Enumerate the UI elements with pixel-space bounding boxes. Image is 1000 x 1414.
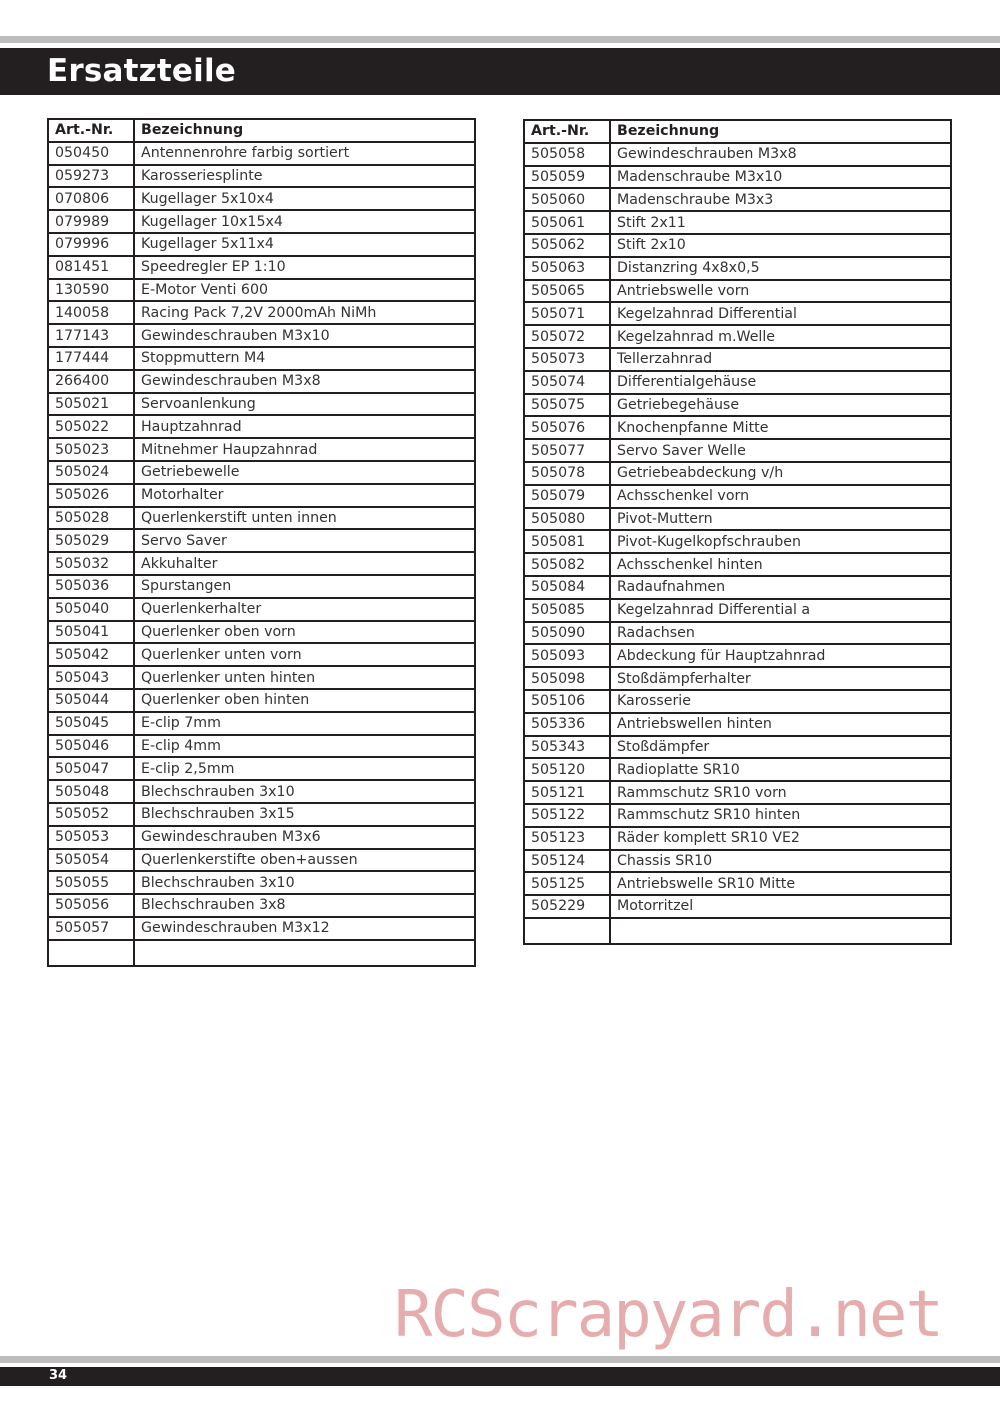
table-row — [524, 371, 951, 394]
art-nr-cell: 505229 — [524, 895, 610, 918]
table-row — [524, 667, 951, 690]
table-row — [524, 713, 951, 736]
bezeichnung-cell: Querlenkerhalter — [134, 598, 475, 621]
table-row — [524, 462, 951, 485]
table-row — [48, 780, 475, 803]
art-nr-cell: 130590 — [48, 279, 134, 302]
bezeichnung-cell: Motorritzel — [610, 895, 951, 918]
table-row — [48, 279, 475, 302]
bezeichnung-cell: Tellerzahnrad — [610, 348, 951, 371]
table-row — [524, 553, 951, 576]
art-nr-cell: 505081 — [524, 530, 610, 553]
art-nr-cell: 140058 — [48, 301, 134, 324]
bezeichnung-cell: Distanzring 4x8x0,5 — [610, 257, 951, 280]
art-nr-cell: 505032 — [48, 552, 134, 575]
art-nr-cell: 505120 — [524, 758, 610, 781]
bezeichnung-cell: Querlenker unten hinten — [134, 666, 475, 689]
table-row — [48, 712, 475, 735]
table-row — [48, 757, 475, 780]
page-number: 34 — [49, 1368, 68, 1383]
watermark: RCScrapyard.net — [394, 1278, 942, 1352]
bezeichnung-cell: E-Motor Venti 600 — [134, 279, 475, 302]
art-nr-cell: 505106 — [524, 690, 610, 713]
bezeichnung-cell: Chassis SR10 — [610, 850, 951, 873]
art-nr-cell: 505060 — [524, 188, 610, 211]
bezeichnung-cell: Getriebeabdeckung v/h — [610, 462, 951, 485]
table-row — [524, 348, 951, 371]
bezeichnung-cell: Radaufnahmen — [610, 576, 951, 599]
art-nr-cell: 505056 — [48, 894, 134, 917]
art-nr-cell: 266400 — [48, 370, 134, 393]
empty-row — [524, 918, 951, 944]
bezeichnung-cell: Gewindeschrauben M3x8 — [134, 370, 475, 393]
bezeichnung-cell: Stoppmuttern M4 — [134, 347, 475, 370]
bezeichnung-cell: Kegelzahnrad Differential a — [610, 599, 951, 622]
art-nr-cell: 505023 — [48, 438, 134, 461]
art-nr-cell: 505073 — [524, 348, 610, 371]
art-nr-cell: 505061 — [524, 211, 610, 234]
bezeichnung-cell: Stift 2x11 — [610, 211, 951, 234]
empty-cell — [524, 918, 610, 944]
bezeichnung-cell: Karosserie — [610, 690, 951, 713]
bezeichnung-cell: Gewindeschrauben M3x6 — [134, 826, 475, 849]
table-row — [524, 416, 951, 439]
column-header-art-nr: Art.-Nr. — [48, 119, 134, 142]
table-row — [48, 324, 475, 347]
table-row — [524, 758, 951, 781]
bezeichnung-cell: Querlenker unten vorn — [134, 643, 475, 666]
table-row — [48, 233, 475, 256]
art-nr-cell: 505055 — [48, 871, 134, 894]
table-row — [524, 280, 951, 303]
bottom-stripe — [0, 1356, 1000, 1363]
table-row — [524, 530, 951, 553]
table-row — [48, 871, 475, 894]
bezeichnung-cell: Antriebswellen hinten — [610, 713, 951, 736]
art-nr-cell: 505122 — [524, 804, 610, 827]
bezeichnung-cell: Racing Pack 7,2V 2000mAh NiMh — [134, 301, 475, 324]
table-row — [524, 690, 951, 713]
table-row — [48, 347, 475, 370]
table-row — [48, 507, 475, 530]
art-nr-cell: 505336 — [524, 713, 610, 736]
art-nr-cell: 505043 — [48, 666, 134, 689]
table-row — [524, 508, 951, 531]
bezeichnung-cell: Achsschenkel vorn — [610, 485, 951, 508]
table-row — [48, 210, 475, 233]
table-row — [48, 301, 475, 324]
empty-cell — [48, 940, 134, 966]
art-nr-cell: 505026 — [48, 484, 134, 507]
bezeichnung-cell: Servo Saver — [134, 529, 475, 552]
table-row — [48, 575, 475, 598]
art-nr-cell: 079989 — [48, 210, 134, 233]
art-nr-cell: 505063 — [524, 257, 610, 280]
bezeichnung-cell: E-clip 7mm — [134, 712, 475, 735]
bezeichnung-cell: Querlenker oben hinten — [134, 689, 475, 712]
bezeichnung-cell: Knochenpfanne Mitte — [610, 416, 951, 439]
art-nr-cell: 079996 — [48, 233, 134, 256]
table-row — [48, 438, 475, 461]
table-row — [48, 803, 475, 826]
table-row — [524, 302, 951, 325]
table-row — [48, 735, 475, 758]
table-header-row — [524, 120, 951, 143]
art-nr-cell: 505072 — [524, 325, 610, 348]
bezeichnung-cell: E-clip 4mm — [134, 735, 475, 758]
art-nr-cell: 505085 — [524, 599, 610, 622]
table-row — [524, 188, 951, 211]
table-row — [524, 576, 951, 599]
art-nr-cell: 505074 — [524, 371, 610, 394]
bezeichnung-cell: Radachsen — [610, 622, 951, 645]
table-row — [524, 827, 951, 850]
bezeichnung-cell: E-clip 2,5mm — [134, 757, 475, 780]
art-nr-cell: 505024 — [48, 461, 134, 484]
bezeichnung-cell: Madenschraube M3x3 — [610, 188, 951, 211]
art-nr-cell: 505076 — [524, 416, 610, 439]
art-nr-cell: 505071 — [524, 302, 610, 325]
bezeichnung-cell: Pivot-Muttern — [610, 508, 951, 531]
table-row — [48, 393, 475, 416]
bezeichnung-cell: Stoßdämpferhalter — [610, 667, 951, 690]
bezeichnung-cell: Servoanlenkung — [134, 393, 475, 416]
parts-table-right — [523, 119, 952, 945]
table-row — [48, 689, 475, 712]
art-nr-cell: 505058 — [524, 143, 610, 166]
art-nr-cell: 505124 — [524, 850, 610, 873]
bezeichnung-cell: Kegelzahnrad m.Welle — [610, 325, 951, 348]
bezeichnung-cell: Getriebegehäuse — [610, 394, 951, 417]
empty-cell — [610, 918, 951, 944]
table-row — [524, 166, 951, 189]
table-row — [524, 850, 951, 873]
column-header-bezeichnung: Bezeichnung — [134, 119, 475, 142]
bezeichnung-cell: Kegelzahnrad Differential — [610, 302, 951, 325]
bezeichnung-cell: Antriebswelle vorn — [610, 280, 951, 303]
table-row — [524, 143, 951, 166]
art-nr-cell: 505123 — [524, 827, 610, 850]
table-row — [524, 485, 951, 508]
art-nr-cell: 505125 — [524, 872, 610, 895]
table-row — [524, 599, 951, 622]
top-stripe — [0, 36, 1000, 43]
art-nr-cell: 505036 — [48, 575, 134, 598]
bezeichnung-cell: Stoßdämpfer — [610, 736, 951, 759]
bezeichnung-cell: Gewindeschrauben M3x12 — [134, 917, 475, 940]
art-nr-cell: 505084 — [524, 576, 610, 599]
art-nr-cell: 059273 — [48, 165, 134, 188]
table-row — [524, 736, 951, 759]
art-nr-cell: 505028 — [48, 507, 134, 530]
art-nr-cell: 505021 — [48, 393, 134, 416]
table-row — [48, 666, 475, 689]
table-row — [48, 142, 475, 165]
art-nr-cell: 505048 — [48, 780, 134, 803]
bezeichnung-cell: Getriebewelle — [134, 461, 475, 484]
art-nr-cell: 505065 — [524, 280, 610, 303]
bezeichnung-cell: Pivot-Kugelkopfschrauben — [610, 530, 951, 553]
bezeichnung-cell: Differentialgehäuse — [610, 371, 951, 394]
art-nr-cell: 177444 — [48, 347, 134, 370]
table-row — [524, 234, 951, 257]
table-row — [48, 621, 475, 644]
bezeichnung-cell: Antennenrohre farbig sortiert — [134, 142, 475, 165]
bezeichnung-cell: Rammschutz SR10 vorn — [610, 781, 951, 804]
table-row — [48, 894, 475, 917]
bezeichnung-cell: Querlenker oben vorn — [134, 621, 475, 644]
art-nr-cell: 081451 — [48, 256, 134, 279]
bezeichnung-cell: Radioplatte SR10 — [610, 758, 951, 781]
table-row — [48, 165, 475, 188]
table-row — [48, 917, 475, 940]
art-nr-cell: 070806 — [48, 187, 134, 210]
table-row — [524, 622, 951, 645]
table-row — [524, 804, 951, 827]
art-nr-cell: 505082 — [524, 553, 610, 576]
table-row — [48, 461, 475, 484]
bezeichnung-cell: Blechschrauben 3x15 — [134, 803, 475, 826]
bezeichnung-cell: Stift 2x10 — [610, 234, 951, 257]
bezeichnung-cell: Blechschrauben 3x10 — [134, 871, 475, 894]
bezeichnung-cell: Abdeckung für Hauptzahnrad — [610, 644, 951, 667]
table-header-row — [48, 119, 475, 142]
art-nr-cell: 505079 — [524, 485, 610, 508]
parts-table-left — [47, 118, 476, 967]
art-nr-cell: 505042 — [48, 643, 134, 666]
table-row — [524, 872, 951, 895]
table-row — [524, 439, 951, 462]
bezeichnung-cell: Akkuhalter — [134, 552, 475, 575]
art-nr-cell: 505047 — [48, 757, 134, 780]
art-nr-cell: 505098 — [524, 667, 610, 690]
table-row — [524, 644, 951, 667]
bezeichnung-cell: Blechschrauben 3x8 — [134, 894, 475, 917]
page-title: Ersatzteile — [47, 53, 237, 89]
art-nr-cell: 505343 — [524, 736, 610, 759]
art-nr-cell: 505029 — [48, 529, 134, 552]
column-header-art-nr: Art.-Nr. — [524, 120, 610, 143]
art-nr-cell: 505054 — [48, 849, 134, 872]
art-nr-cell: 505022 — [48, 415, 134, 438]
table-row — [48, 826, 475, 849]
bezeichnung-cell: Gewindeschrauben M3x10 — [134, 324, 475, 347]
empty-cell — [134, 940, 475, 966]
art-nr-cell: 505052 — [48, 803, 134, 826]
bezeichnung-cell: Spurstangen — [134, 575, 475, 598]
art-nr-cell: 505059 — [524, 166, 610, 189]
table-row — [48, 415, 475, 438]
art-nr-cell: 505075 — [524, 394, 610, 417]
table-row — [524, 325, 951, 348]
table-row — [48, 552, 475, 575]
bezeichnung-cell: Räder komplett SR10 VE2 — [610, 827, 951, 850]
bezeichnung-cell: Mitnehmer Haupzahnrad — [134, 438, 475, 461]
table-row — [48, 484, 475, 507]
table-row — [48, 529, 475, 552]
table-row — [524, 394, 951, 417]
bezeichnung-cell: Servo Saver Welle — [610, 439, 951, 462]
art-nr-cell: 177143 — [48, 324, 134, 347]
table-row — [48, 187, 475, 210]
bezeichnung-cell: Kugellager 5x11x4 — [134, 233, 475, 256]
bezeichnung-cell: Blechschrauben 3x10 — [134, 780, 475, 803]
table-row — [48, 643, 475, 666]
art-nr-cell: 505041 — [48, 621, 134, 644]
bezeichnung-cell: Achsschenkel hinten — [610, 553, 951, 576]
bezeichnung-cell: Karosseriesplinte — [134, 165, 475, 188]
title-bar — [0, 48, 1000, 95]
art-nr-cell: 505077 — [524, 439, 610, 462]
bezeichnung-cell: Antriebswelle SR10 Mitte — [610, 872, 951, 895]
bezeichnung-cell: Gewindeschrauben M3x8 — [610, 143, 951, 166]
art-nr-cell: 505045 — [48, 712, 134, 735]
bezeichnung-cell: Kugellager 5x10x4 — [134, 187, 475, 210]
bezeichnung-cell: Querlenkerstift unten innen — [134, 507, 475, 530]
art-nr-cell: 050450 — [48, 142, 134, 165]
bezeichnung-cell: Motorhalter — [134, 484, 475, 507]
bezeichnung-cell: Hauptzahnrad — [134, 415, 475, 438]
table-row — [524, 257, 951, 280]
table-row — [524, 781, 951, 804]
art-nr-cell: 505080 — [524, 508, 610, 531]
table-row — [48, 370, 475, 393]
art-nr-cell: 505078 — [524, 462, 610, 485]
footer-bar — [0, 1367, 1000, 1386]
table-row — [524, 895, 951, 918]
bezeichnung-cell: Kugellager 10x15x4 — [134, 210, 475, 233]
table-row — [524, 211, 951, 234]
table-row — [48, 598, 475, 621]
table-row — [48, 849, 475, 872]
empty-row — [48, 940, 475, 966]
art-nr-cell: 505090 — [524, 622, 610, 645]
art-nr-cell: 505121 — [524, 781, 610, 804]
art-nr-cell: 505093 — [524, 644, 610, 667]
table-row — [48, 256, 475, 279]
column-header-bezeichnung: Bezeichnung — [610, 120, 951, 143]
art-nr-cell: 505046 — [48, 735, 134, 758]
art-nr-cell: 505053 — [48, 826, 134, 849]
bezeichnung-cell: Rammschutz SR10 hinten — [610, 804, 951, 827]
bezeichnung-cell: Speedregler EP 1:10 — [134, 256, 475, 279]
art-nr-cell: 505062 — [524, 234, 610, 257]
art-nr-cell: 505040 — [48, 598, 134, 621]
bezeichnung-cell: Querlenkerstifte oben+aussen — [134, 849, 475, 872]
art-nr-cell: 505057 — [48, 917, 134, 940]
bezeichnung-cell: Madenschraube M3x10 — [610, 166, 951, 189]
art-nr-cell: 505044 — [48, 689, 134, 712]
